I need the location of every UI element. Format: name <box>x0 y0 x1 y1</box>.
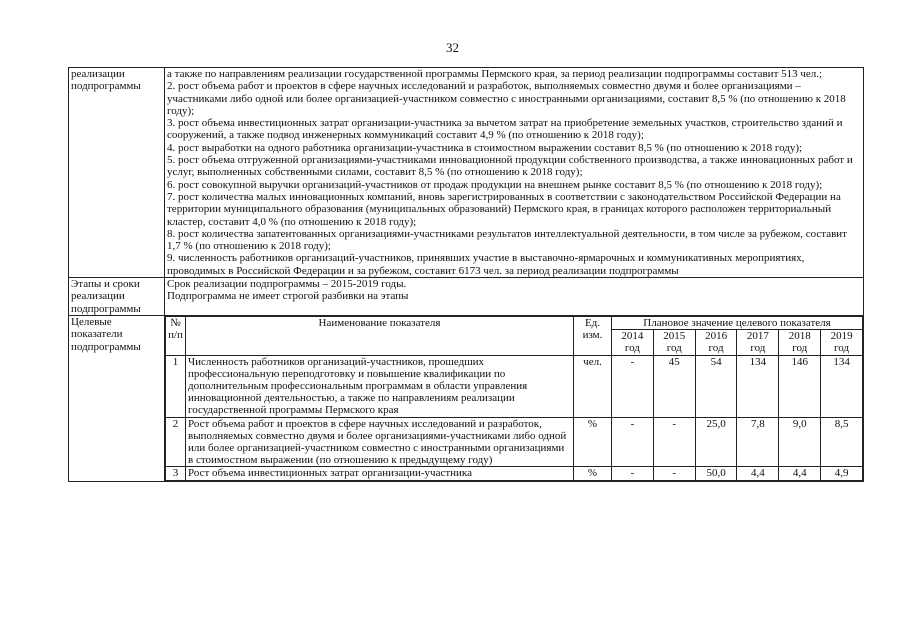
result-line: а также по направлениям реализации государственной программы Пермского края, за период реализации подпрограммы составит 513 чел.; <box>167 68 823 80</box>
result-line: 8. рост количества запатентованных организациями-участниками результатов интеллектуальной деятельности, в том числе за рубежом, составит 1,7 % (по отношению к 2018 году); <box>167 227 847 253</box>
indicator-row <box>166 355 863 417</box>
indicators-table <box>165 316 863 481</box>
header-num: № п/п <box>166 316 186 355</box>
indicator-name: Численность работников организаций-участников, прошедших профессиональную переподготовку и повышение квалификации по дополнительным профессиональным программам в области управления инновационной деятельностью, а также по направлениям реализации государственной программы Пермского края <box>186 355 574 417</box>
passport-table <box>68 67 864 482</box>
indicator-num: 2 <box>166 417 186 467</box>
header-year: 2019 год <box>821 330 863 355</box>
header-plan: Плановое значение целевого показателя <box>612 316 863 329</box>
header-year: 2017 год <box>737 330 779 355</box>
result-line: 4. рост выработки на одного работника организации-участника в стоимостном выражении составит 8,5 % (по отношению к 2018 году); <box>167 141 803 154</box>
indicator-unit: % <box>574 467 612 480</box>
header-year: 2016 год <box>695 330 737 355</box>
indicator-value: 7,8 <box>737 417 779 467</box>
indicator-value: 50,0 <box>695 467 737 480</box>
indicator-unit: % <box>574 417 612 467</box>
header-unit: Ед. изм. <box>574 316 612 355</box>
indicator-value: 4,4 <box>737 467 779 480</box>
indicator-value: 45 <box>653 355 695 417</box>
indicator-row <box>166 467 863 480</box>
indicator-name: Рост объема инвестиционных затрат организации-участника <box>186 467 574 480</box>
indicator-value: 134 <box>737 355 779 417</box>
results-row <box>69 68 864 278</box>
indicator-value: 25,0 <box>695 417 737 467</box>
stages-row <box>69 278 864 316</box>
result-line: 9. численность работников организаций-участников, принявших участие в выставочно-ярмарочных и коммуникативных мероприятиях, проводимых в Российской Федерации и за рубежом, составит 6173 чел. за период реализации подпрограммы <box>167 252 805 277</box>
indicator-num: 1 <box>166 355 186 417</box>
indicator-value: - <box>612 355 654 417</box>
indicator-value: 54 <box>695 355 737 417</box>
indicators-header-row <box>166 316 863 329</box>
indicator-value: 146 <box>779 355 821 417</box>
result-line: 3. рост объема инвестиционных затрат организации-участника за вычетом затрат на приобретение земельных участков, строительство зданий и сооружений, а также подвод инженерных коммуникаций составит 4,9 % (по отношению к 2018 году); <box>167 117 843 142</box>
header-year: 2018 год <box>779 330 821 355</box>
indicator-value: 4,4 <box>779 467 821 480</box>
indicator-value: - <box>612 467 654 480</box>
header-name: Наименование показателя <box>186 316 574 355</box>
stages-label: Этапы и сроки реализации подпрограммы <box>69 278 165 316</box>
indicator-value: 8,5 <box>821 417 863 467</box>
indicator-num: 3 <box>166 467 186 480</box>
result-line: 6. рост совокупной выручки организаций-участников от продаж продукции на внешнем рынке составит 8,5 % (по отношению к 2018 году); <box>167 178 823 191</box>
indicators-content <box>165 315 864 481</box>
result-line: 5. рост объема отгруженной организациями-участниками инновационной продукции собственного производства, а также инновационных работ и услуг, выполненных собственными силами, составит 8,5 % (по отношению к 2018 году); <box>167 154 853 179</box>
result-line: 2. рост объема работ и проектов в сфере научных исследований и разработок, выполняемых совместно двумя и более организациями – участниками либо одной или более организацией-участником совместно с иностранными организациями, составит 8,5 % (по отношению к 2018 году); <box>167 80 846 117</box>
indicator-value: - <box>612 417 654 467</box>
indicator-value: 4,9 <box>821 467 863 480</box>
results-content <box>165 68 864 278</box>
result-line: 7. рост количества малых инновационных компаний, вновь зарегистрированных в соответствии с законодательством Российской Федерации на территории муниципального образования (муниципальных образований) Пермского края, в границах которого расположен территориальный кластер, составит 4,0 % (по отношению к 2018 году); <box>167 190 841 228</box>
header-year: 2015 год <box>653 330 695 355</box>
indicator-name: Рост объема работ и проектов в сфере научных исследований и разработок, выполняемых совместно двумя и более организациями-участниками либо одной или более организацией-участником совместно с иностранными организациями в стоимостном выражении (по отношению к предыдущему году) <box>186 417 574 467</box>
stages-line: Срок реализации подпрограммы – 2015-2019 годы. <box>167 278 407 291</box>
indicator-unit: чел. <box>574 355 612 417</box>
indicator-value: 134 <box>821 355 863 417</box>
indicators-row <box>69 315 864 481</box>
indicator-value: - <box>653 467 695 480</box>
indicators-label: Целевые показатели подпрограммы <box>69 315 165 481</box>
indicator-value: 9,0 <box>779 417 821 467</box>
stages-content <box>165 278 864 316</box>
header-year: 2014 год <box>612 330 654 355</box>
indicator-value: - <box>653 417 695 467</box>
results-label: реализации подпрограммы <box>69 68 165 278</box>
stages-line: Подпрограмма не имеет строгой разбивки на этапы <box>167 290 409 303</box>
indicator-row <box>166 417 863 467</box>
page-number: 32 <box>446 40 459 55</box>
